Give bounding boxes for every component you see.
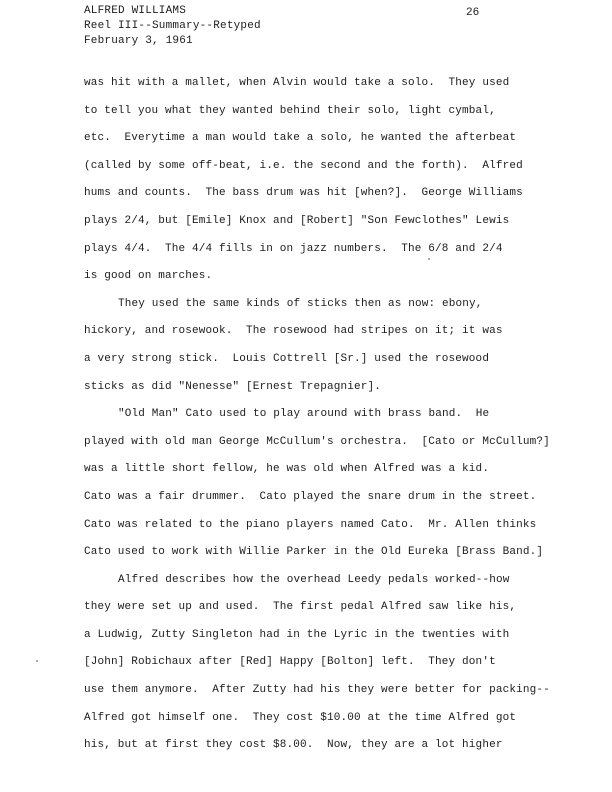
text-line: (called by some off-beat, i.e. the second and the forth). Alfred — [84, 159, 523, 172]
header-date: February 3, 1961 — [84, 35, 193, 47]
text-line: played with old man George McCullum's orchestra. [Cato or McCullum?] — [84, 435, 550, 448]
paragraph-start-line: Alfred describes how the overhead Leedy pedals worked--how — [118, 573, 510, 586]
text-line: sticks as did "Nenesse" [Ernest Trepagnier]. — [84, 380, 382, 393]
text-line: hums and counts. The bass drum was hit [when?]. George Williams — [84, 187, 523, 200]
text-line: Alfred got himself one. They cost $10.00 at the time Alfred got — [84, 711, 517, 724]
text-line: they were set up and used. The first pedal Alfred saw like his, — [84, 601, 517, 614]
text-line: hickory, and rosewook. The rosewood had stripes on it; it was — [84, 325, 503, 338]
text-line: plays 2/4, but [Emile] Knox and [Robert] "Son Fewclothes" Lewis — [84, 214, 510, 227]
paragraph-start-line: They used the same kinds of sticks then as now: ebony, — [118, 297, 483, 310]
page-header — [84, 4, 261, 49]
scan-speck — [428, 258, 430, 260]
header-title: ALFRED WILLIAMS — [84, 5, 187, 17]
text-line: a Ludwig, Zutty Singleton had in the Lyric in the twenties with — [84, 628, 510, 641]
text-line: [John] Robichaux after [Red] Happy [Bolton] left. They don't — [84, 656, 496, 669]
text-line: was a little short fellow, he was old when Alfred was a kid. — [84, 463, 490, 476]
text-line: a very strong stick. Louis Cottrell [Sr.] used the rosewood — [84, 352, 490, 365]
text-line: Cato used to work with Willie Parker in the Old Eureka [Brass Band.] — [84, 546, 544, 559]
text-line: to tell you what they wanted behind their solo, light cymbal, — [84, 104, 496, 117]
text-line: was hit with a mallet, when Alvin would take a solo. They used — [84, 77, 510, 89]
text-line: plays 4/4. The 4/4 fills in on jazz numbers. The 6/8 and 2/4 — [84, 242, 503, 255]
text-line: is good on marches. — [84, 270, 213, 283]
header-reel: Reel III--Summary--Retyped — [84, 20, 261, 32]
transcript-body — [84, 70, 584, 760]
text-line: Cato was a fair drummer. Cato played the snare drum in the street. — [84, 490, 537, 503]
scan-speck — [36, 660, 38, 662]
text-line: use them anymore. After Zutty had his they were better for packing-- — [84, 684, 550, 697]
page-number: 26 — [466, 7, 480, 19]
text-line: his, but at first they cost $8.00. Now, they are a lot higher — [84, 739, 503, 752]
text-line: Cato was related to the piano players named Cato. Mr. Allen thinks — [84, 518, 537, 531]
paragraph-start-line: "Old Man" Cato used to play around with brass band. He — [118, 408, 490, 421]
text-line: etc. Everytime a man would take a solo, he wanted the afterbeat — [84, 132, 517, 145]
